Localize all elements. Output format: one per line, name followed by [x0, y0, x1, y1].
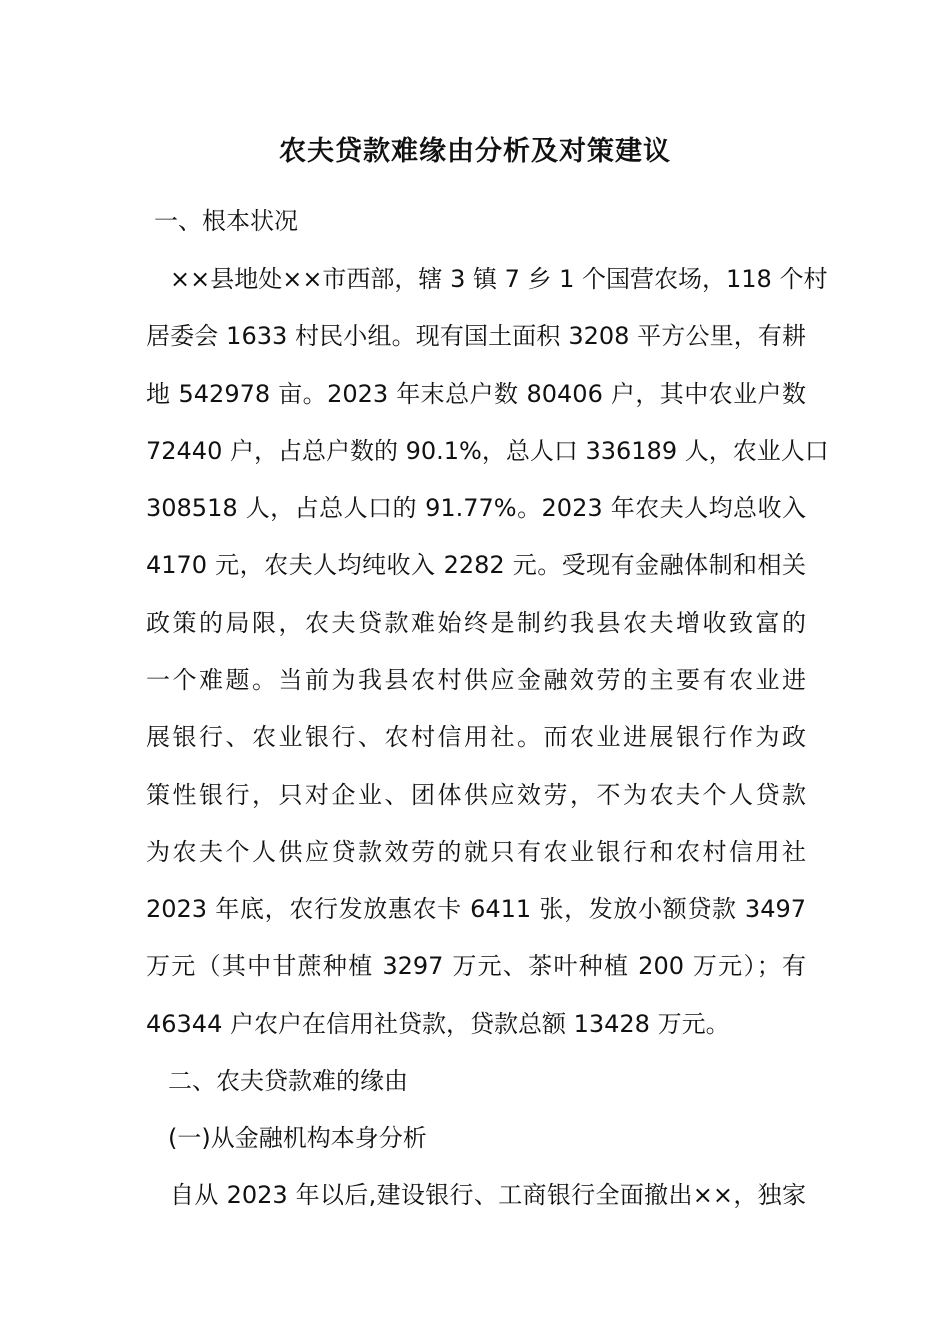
body-line-10: 策性银行，只对企业、团体供应效劳，不为农夫个人贷款	[146, 781, 806, 809]
section2-heading: 二、农夫贷款难的缘由	[168, 1067, 408, 1095]
body-line-7: 政策的局限，农夫贷款难始终是制约我县农夫增收致富的	[146, 609, 806, 637]
body-line-12: 2023 年底，农行发放惠农卡 6411 张，发放小额贷款 3497	[146, 895, 806, 923]
body-line-4: 72440 户，占总户数的 90.1%，总人口 336189 人，农业人口	[146, 437, 829, 465]
body-line-3: 地 542978 亩。2023 年末总户数 80406 户，其中农业户数	[146, 380, 806, 408]
body-line-8: 一个难题。当前为我县农村供应金融效劳的主要有农业进	[146, 666, 806, 694]
subsection1-heading: (一)从金融机构本身分析	[168, 1124, 427, 1152]
body-line-6: 4170 元，农夫人均纯收入 2282 元。受现有金融体制和相关	[146, 551, 806, 579]
body-line-15: 自从 2023 年以后,建设银行、工商银行全面撤出××，独家	[170, 1181, 806, 1209]
body-line-9: 展银行、农业银行、农村信用社。而农业进展银行作为政	[146, 723, 806, 751]
body-line-5: 308518 人，占总人口的 91.77%。2023 年农夫人均总收入	[146, 494, 806, 522]
section1-heading: 一、根本状况	[154, 207, 298, 235]
document-title: 农夫贷款难缘由分析及对策建议	[279, 136, 671, 167]
body-line-2: 居委会 1633 村民小组。现有国土面积 3208 平方公里，有耕	[146, 322, 806, 350]
body-line-13: 万元（其中甘蔗种植 3297 万元、茶叶种植 200 万元）；有	[146, 952, 806, 980]
body-line-14: 46344 户农户在信用社贷款，贷款总额 13428 万元。	[146, 1010, 730, 1038]
body-line-1: ××县地处××市西部，辖 3 镇 7 乡 1 个国营农场，118 个村	[170, 265, 828, 293]
body-line-11: 为农夫个人供应贷款效劳的就只有农业银行和农村信用社	[146, 838, 806, 866]
